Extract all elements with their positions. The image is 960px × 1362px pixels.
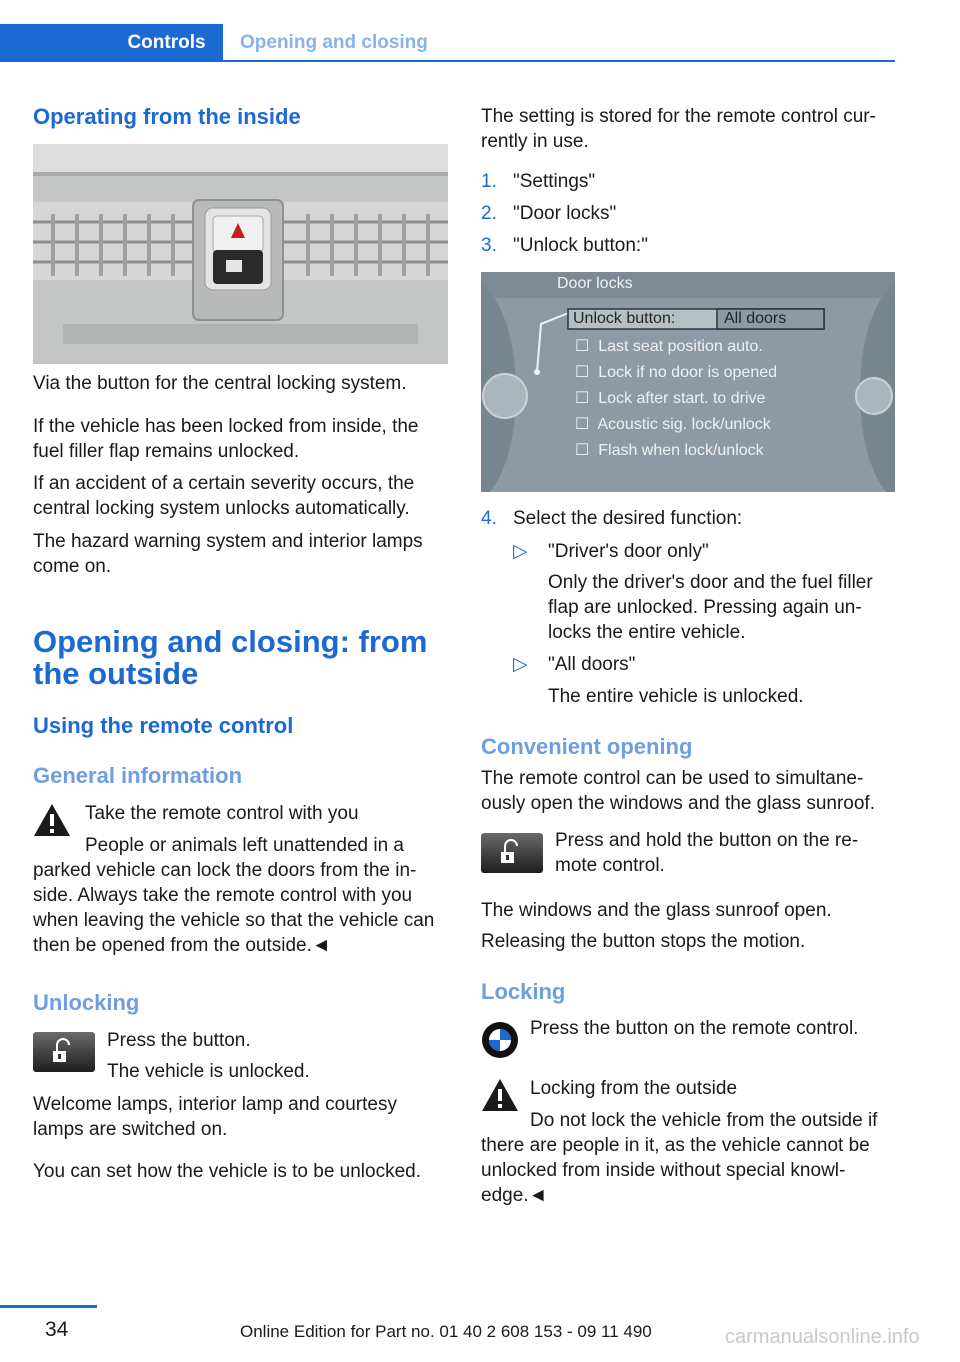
footer-rule <box>0 1305 97 1308</box>
unlock-press-text: Press the button. <box>107 1030 251 1051</box>
heading-convenient-opening: Convenient opening <box>481 734 693 759</box>
sub-title: "All doors" <box>548 654 636 675</box>
screen-option[interactable]: ☐ Acoustic sig. lock/unlock <box>575 416 771 433</box>
paragraph-welcome-lamps: Welcome lamps, interior lamp and courtesy lamps are switched on. <box>33 1094 397 1140</box>
header-topic: Opening and closing <box>240 32 428 53</box>
warning-icon <box>481 1078 519 1112</box>
screen-option[interactable]: ☐ Flash when lock/unlock <box>575 442 764 459</box>
unlock-result-text: The vehicle is unlocked. <box>107 1061 310 1082</box>
heading-locking: Locking <box>481 979 566 1004</box>
step-number: 3. <box>481 235 497 256</box>
paragraph-locked-inside: If the vehicle has been locked from inside, the fuel filler flap remains unlocked. <box>33 416 419 462</box>
screen-row-label[interactable]: Unlock button: <box>573 310 676 327</box>
convenient-press-text: Press and hold the button on the re-mote control. <box>555 830 859 876</box>
page-number: 34 <box>45 1318 69 1341</box>
watermark: carmanualsonline.info <box>725 1326 920 1348</box>
paragraph-accident: If an accident of a certain severity occurs, the central locking system unlocks automatically. <box>33 473 415 519</box>
heading-remote-control: Using the remote control <box>33 713 294 738</box>
sub-bullet: ▷ <box>513 654 528 675</box>
paragraph-windows-open: The windows and the glass sunroof open. <box>481 900 832 921</box>
screen-option[interactable]: ☐ Lock after start. to drive <box>575 390 766 407</box>
photo-caption: Via the button for the central locking system. <box>33 373 407 394</box>
step-number: 1. <box>481 171 497 192</box>
sub-description: Only the driver's door and the fuel filler flap are unlocked. Pressing again un-locks the entire vehicle. <box>548 572 873 643</box>
sub-description: The entire vehicle is unlocked. <box>548 686 804 707</box>
paragraph-setting-stored: The setting is stored for the remote control cur-rently in use. <box>481 106 876 152</box>
step-text: "Settings" <box>513 171 596 192</box>
screen-option[interactable]: ☐ Lock if no door is opened <box>575 364 778 381</box>
step-text: "Door locks" <box>513 203 617 224</box>
footer-edition: Online Edition for Part no. 01 40 2 608 153 - 09 11 490 <box>240 1322 652 1341</box>
warning-icon <box>33 803 71 837</box>
step-number: 4. <box>481 508 497 529</box>
screen-title: Door locks <box>557 275 633 292</box>
warning-title: Locking from the outside <box>530 1078 738 1099</box>
header-section: Controls <box>127 32 206 53</box>
paragraph-unlock-setting: You can set how the vehicle is to be unlocked. <box>33 1161 421 1182</box>
central-locking-photo <box>33 144 448 364</box>
paragraph-hazard: The hazard warning system and interior lamps come on. <box>33 531 423 577</box>
header-rule <box>0 60 895 62</box>
bmw-logo-icon <box>481 1021 519 1064</box>
unlock-key-icon <box>481 833 543 873</box>
heading-operating-inside: Operating from the inside <box>33 104 301 129</box>
step-text: Select the desired function: <box>513 508 743 529</box>
warning-title: Take the remote control with you <box>85 803 359 824</box>
heading-general-information: General information <box>33 763 243 788</box>
paragraph-release: Releasing the button stops the motion. <box>481 931 806 952</box>
step-number: 2. <box>481 203 497 224</box>
heading-opening-outside: Opening and closing: from the outside <box>33 624 428 691</box>
heading-unlocking: Unlocking <box>33 990 140 1015</box>
paragraph-convenient: The remote control can be used to simultane-ously open the windows and the glass sunroof. <box>481 768 875 814</box>
sub-bullet: ▷ <box>513 541 528 562</box>
screen-options <box>575 334 777 464</box>
warning-body: People or animals left unattended in a parked vehicle can lock the doors from the in-side. Always take the remote control with you when leaving the vehicle so that the vehicle can then be opened from the outside.◄ <box>33 835 435 956</box>
locking-press-text: Press the button on the remote control. <box>530 1018 859 1039</box>
sub-title: "Driver's door only" <box>548 541 709 562</box>
warning-body: Do not lock the vehicle from the outside if there are people in it, as the vehicle cannot be unlocked from inside without special knowl-edge.◄ <box>481 1110 878 1206</box>
screen-row-value[interactable]: All doors <box>724 310 787 327</box>
step-text: "Unlock button:" <box>513 235 648 256</box>
screen-option[interactable]: ☐ Last seat position auto. <box>575 338 763 355</box>
unlock-key-icon <box>33 1032 95 1072</box>
door-locks-screen <box>481 272 895 492</box>
